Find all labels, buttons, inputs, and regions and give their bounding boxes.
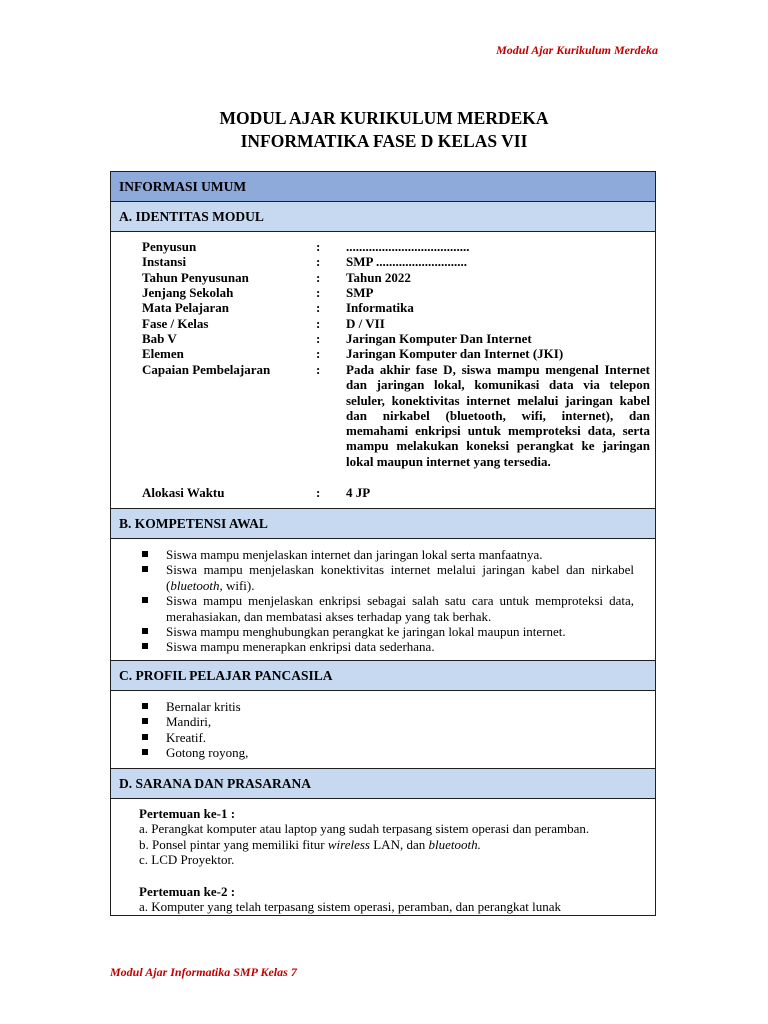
list-item: Mandiri, [142,714,634,729]
identity-colon: : [316,346,321,361]
identity-value: 4 JP [346,485,371,500]
identity-colon: : [316,316,321,331]
identity-value: D / VII [346,316,385,331]
identity-label: Fase / Kelas [142,316,209,331]
bullet-icon [142,734,148,740]
identity-label: Instansi [142,254,187,269]
bullet-icon [142,703,148,709]
identity-value: SMP [346,285,374,300]
identity-value: Tahun 2022 [346,270,411,285]
profil-list [142,699,634,761]
identity-label: Penyusun [142,239,197,254]
identity-value: Jaringan Komputer Dan Internet [346,331,532,346]
pertemuan-1-item: c. LCD Proyektor. [139,852,235,868]
module-table [110,171,656,916]
profil-heading: C. PROFIL PELAJAR PANCASILA [111,661,655,691]
identity-label: Elemen [142,346,184,361]
identity-colon: : [316,362,321,377]
identity-label: Jenjang Sekolah [142,285,234,300]
bullet-icon [142,718,148,724]
identity-label: Bab V [142,331,177,346]
bullet-icon [142,551,148,557]
list-item: Siswa mampu menjelaskan konektivitas internet melalui jaringan kabel dan nirkabel (bluetooth, wifi). [142,562,634,593]
title-line-2: INFORMATIKA FASE D KELAS VII [240,131,528,151]
informasi-umum-bar: INFORMASI UMUM [111,172,655,202]
sarana-heading: D. SARANA DAN PRASARANA [111,769,655,799]
running-header: Modul Ajar Kurikulum Merdeka [496,43,658,57]
list-item: Siswa mampu menjelaskan internet dan jaringan lokal serta manfaatnya. [142,547,634,562]
profil-section [111,691,655,769]
kompetensi-list [142,547,634,655]
pertemuan-1-title: Pertemuan ke-1 : [139,806,236,821]
bullet-icon [142,566,148,572]
identity-label: Tahun Penyusunan [142,270,249,285]
pertemuan-1-item: a. Perangkat komputer atau laptop yang sudah terpasang sistem operasi dan peramban. [139,821,590,837]
identity-label: Alokasi Waktu [142,485,225,500]
title-line-1: MODUL AJAR KURIKULUM MERDEKA [219,108,549,128]
bullet-icon [142,749,148,755]
identity-colon: : [316,300,321,315]
identity-colon: : [316,285,321,300]
bullet-icon [142,597,148,603]
kompetensi-heading: B. KOMPETENSI AWAL [111,509,655,539]
pertemuan-2-item: a. Komputer yang telah terpasang sistem operasi, peramban, dan perangkat lunak [139,899,561,915]
pertemuan-1-item: b. Ponsel pintar yang memiliki fitur wireless LAN, dan bluetooth. [139,836,481,852]
identity-colon: : [316,331,321,346]
bullet-icon [142,628,148,634]
identity-label: Mata Pelajaran [142,300,230,315]
pertemuan-2-title: Pertemuan ke-2 : [139,883,236,899]
bullet-icon [142,643,148,649]
identity-label: Capaian Pembelajaran [142,362,271,377]
identity-colon: : [316,239,321,254]
kompetensi-section [111,539,655,661]
running-footer: Modul Ajar Informatika SMP Kelas 7 [110,965,297,979]
list-item: Kreatif. [142,730,634,745]
identity-value: Jaringan Komputer dan Internet (JKI) [346,346,564,361]
identity-colon: : [316,254,321,269]
list-item: Gotong royong, [142,745,634,760]
list-item: Siswa mampu menjelaskan enkripsi sebagai salah satu cara untuk memproteksi data, merahasiakan, dan membatasi akses terhadap yang tak berhak. [142,593,634,624]
identitas-heading: A. IDENTITAS MODUL [111,202,655,232]
capaian-pembelajaran-value: Pada akhir fase D, siswa mampu mengenal Internet dan jaringan lokal, komunikasi data via telepon seluler, konektivitas internet melalui jaringan kabel dan nirkabel (bluetooth, wifi, internet), dan memahami enkripsi untuk memproteksi data, serta mampu melakukan koneksi perangkat ke jaringan lokal maupun internet yang tersedia. [346,362,650,469]
identitas-section [111,232,655,509]
sarana-section [111,799,655,915]
document-title [0,107,768,153]
identity-value: SMP ............................ [346,254,467,269]
list-item: Bernalar kritis [142,699,634,714]
identity-colon: : [316,485,321,500]
identity-colon: : [316,270,321,285]
identity-value: Informatika [346,300,414,315]
list-item: Siswa mampu menghubungkan perangkat ke jaringan lokal maupun internet. [142,624,634,639]
list-item: Siswa mampu menerapkan enkripsi data sederhana. [142,639,634,654]
identity-value: ...................................... [346,239,470,254]
